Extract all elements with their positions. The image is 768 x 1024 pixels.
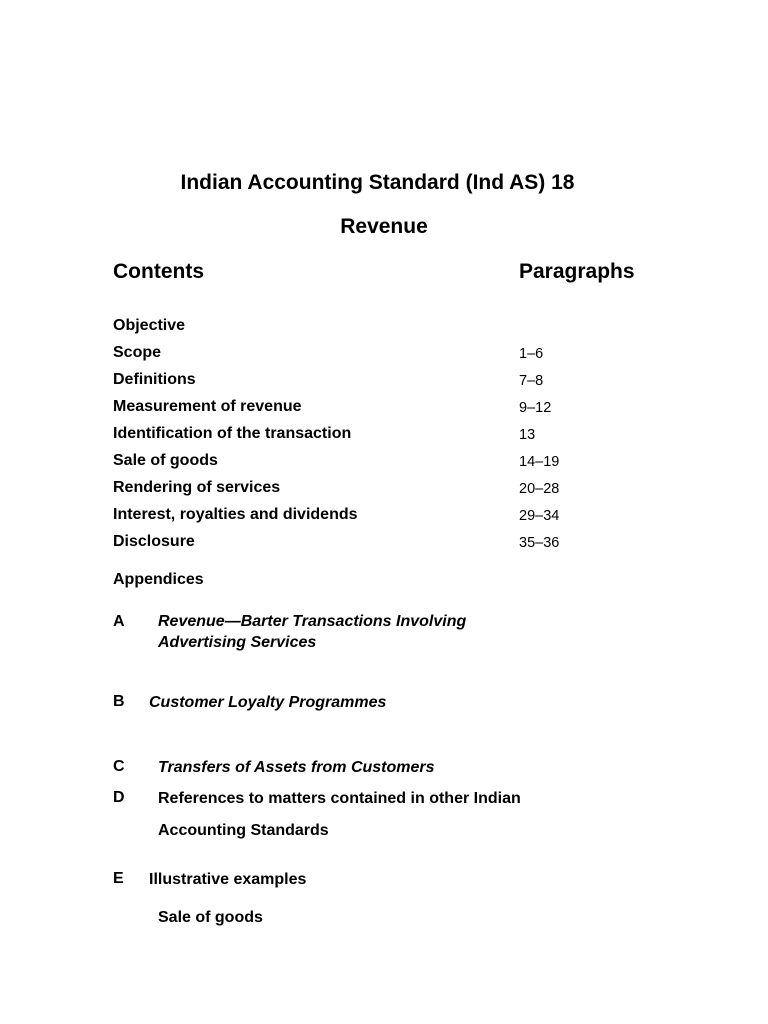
toc-paragraphs: 20–28 <box>519 481 560 497</box>
appendix-title-line1: Transfers of Assets from Customers <box>158 759 435 776</box>
appendix-letter: C <box>113 758 125 775</box>
toc-row-identification <box>113 424 673 444</box>
toc-label: Objective <box>113 317 186 334</box>
toc-row-disclosure <box>113 532 673 552</box>
toc-label: Rendering of services <box>113 479 281 496</box>
appendix-title-line2: Advertising Services <box>158 634 317 651</box>
toc-paragraphs: 13 <box>519 427 536 443</box>
appendix-letter: A <box>113 613 125 630</box>
toc-paragraphs: 9–12 <box>519 400 552 416</box>
toc-label: Scope <box>113 344 162 361</box>
document-subtitle: Revenue <box>340 215 428 238</box>
toc-row-measurement <box>113 397 673 417</box>
toc-paragraphs: 7–8 <box>519 373 544 389</box>
appendix-letter: D <box>113 789 125 806</box>
toc-label: Disclosure <box>113 533 195 550</box>
toc-row-rendering-services <box>113 478 673 498</box>
toc-paragraphs: 35–36 <box>519 535 560 551</box>
document-title: Indian Accounting Standard (Ind AS) 18 <box>180 171 575 194</box>
toc-paragraphs: 29–34 <box>519 508 560 524</box>
toc-row-objective <box>113 316 673 336</box>
toc-row-sale-of-goods <box>113 451 673 471</box>
appendix-letter: B <box>113 693 125 710</box>
toc-paragraphs: 1–6 <box>519 346 544 362</box>
contents-heading: Contents <box>113 260 204 283</box>
toc-row-scope <box>113 343 673 363</box>
toc-paragraphs: 14–19 <box>519 454 560 470</box>
appendix-e-sub-item: Sale of goods <box>158 909 263 926</box>
appendix-title-line1: References to matters contained in other Indian <box>158 790 521 807</box>
toc-label: Identification of the transaction <box>113 425 352 442</box>
appendices-heading: Appendices <box>113 571 204 588</box>
appendix-title-line1: Revenue—Barter Transactions Involving <box>158 613 467 630</box>
toc-label: Interest, royalties and dividends <box>113 506 358 523</box>
toc-row-interest <box>113 505 673 525</box>
toc-row-definitions <box>113 370 673 390</box>
toc-label: Measurement of revenue <box>113 398 302 415</box>
appendix-title-line1: Customer Loyalty Programmes <box>149 694 387 711</box>
toc-label: Definitions <box>113 371 196 388</box>
toc-label: Sale of goods <box>113 452 218 469</box>
appendix-letter: E <box>113 870 124 887</box>
appendix-title-line1: Illustrative examples <box>149 871 307 888</box>
appendix-title-line2: Accounting Standards <box>158 822 329 839</box>
paragraphs-heading: Paragraphs <box>519 260 635 283</box>
